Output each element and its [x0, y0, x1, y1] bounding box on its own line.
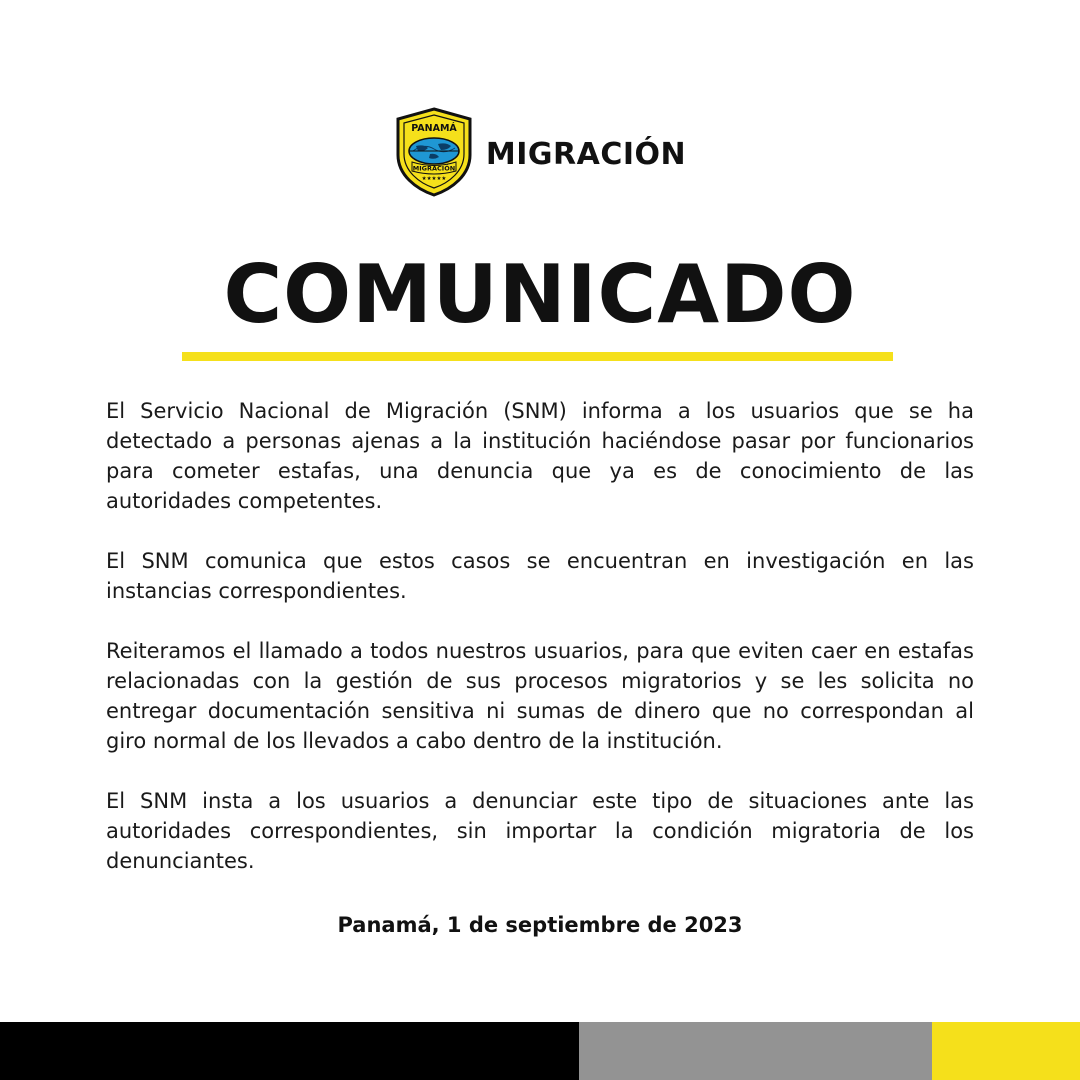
- logo-bottom-text: MIGRACIÓN: [412, 164, 456, 173]
- logo-top-text: PANAMÁ: [411, 123, 457, 134]
- announcement-body: [106, 396, 974, 906]
- migracion-shield-logo: [394, 107, 474, 197]
- footer-color-bar: [0, 1022, 1080, 1080]
- title-underline: [182, 352, 893, 361]
- footer-bar-black: [0, 1022, 579, 1080]
- paragraph-4: El SNM insta a los usuarios a denunciar este tipo de situaciones ante las autoridades correspondientes, sin importar la condición migratoria de los denunciantes.: [106, 789, 974, 873]
- page-title: COMUNICADO: [223, 248, 857, 341]
- paragraph-1: El Servicio Nacional de Migración (SNM) informa a los usuarios que se ha detectado a personas ajenas a la institución haciéndose pasar por funcionarios para cometer estafas, una denuncia que ya es de conocimiento de las autoridades competentes.: [106, 399, 974, 513]
- footer-bar-yellow: [932, 1022, 1080, 1080]
- svg-text:★★★★★: ★★★★★: [421, 176, 447, 182]
- date-line: Panamá, 1 de septiembre de 2023: [337, 913, 743, 937]
- header: [0, 106, 1080, 198]
- paragraph-2: El SNM comunica que estos casos se encuentran en investigación en las instancias correspondientes.: [106, 549, 974, 603]
- footer-bar-gray: [579, 1022, 932, 1080]
- brand-name: MIGRACIÓN: [485, 136, 687, 172]
- paragraph-3: Reiteramos el llamado a todos nuestros usuarios, para que eviten caer en estafas relacionadas con la gestión de sus procesos migratorios y se les solicita no entregar documentación sensitiva ni sumas de dinero que no correspondan al giro normal de los llevados a cabo dentro de la institución.: [106, 639, 974, 753]
